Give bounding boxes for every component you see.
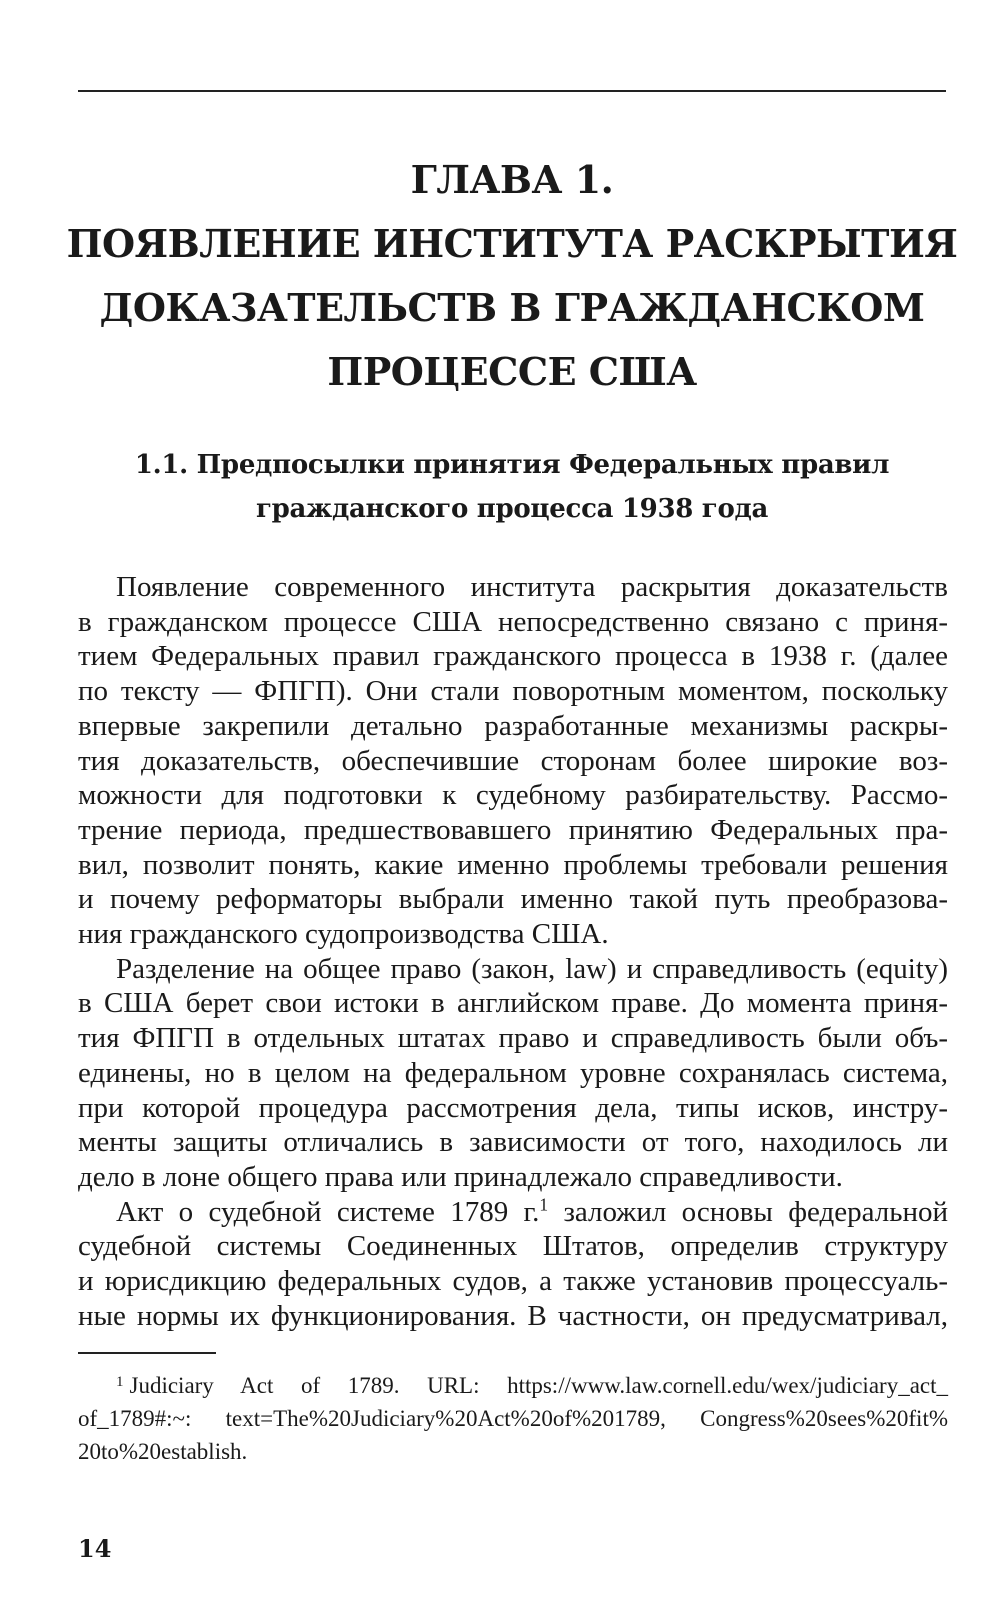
- footnote-mark: 1: [116, 1374, 124, 1390]
- text-line: единены, но в целом на федеральном уровне сохранялась система,: [78, 1056, 948, 1089]
- footnote-line: of_1789#:~: text=The%20Judiciary%20Act%20of%201789, Congress%20sees%20fit%: [78, 1406, 948, 1431]
- text-fragment: заложил основы федеральной: [548, 1195, 949, 1228]
- text-line: [78, 1195, 948, 1230]
- section-title-line: 1.1. Предпосылки принятия Федеральных правил: [134, 450, 890, 480]
- text-line: в гражданском процессе США непосредственно связано с приня-: [78, 605, 948, 638]
- chapter-title-line: ПРОЦЕССЕ США: [327, 349, 697, 394]
- text-line: можности для подготовки к судебному разбирательству. Рассмо-: [78, 779, 948, 812]
- text-line: и юрисдикцию федеральных судов, а также установив процессуаль-: [78, 1265, 948, 1298]
- text-line: Разделение на общее право (закон, law) и справедливость (equity): [116, 952, 948, 985]
- text-fragment: Акт о судебной системе 1789 г.: [116, 1195, 540, 1228]
- text-line: впервые закрепили детально разработанные механизмы раскры-: [78, 709, 948, 742]
- text-line: ные нормы их функционирования. В частности, он предусматривал,: [78, 1299, 948, 1332]
- text-line: в США берет свои истоки в английском праве. До момента приня-: [78, 987, 948, 1020]
- text-line: судебной системы Соединенных Штатов, определив структуру: [78, 1230, 948, 1263]
- chapter-title-line: ДОКАЗАТЕЛЬСТВ В ГРАЖДАНСКОМ: [99, 285, 925, 330]
- text-line: тия ФПГП в отдельных штатах право и справедливость были объ-: [78, 1022, 948, 1055]
- text-line: менты защиты отличались в зависимости от того, находилось ли: [78, 1126, 948, 1159]
- body-text: [78, 570, 948, 1333]
- footnote-line: [78, 1366, 948, 1402]
- text-line: по тексту — ФПГП). Они стали поворотным моментом, поскольку: [78, 675, 948, 708]
- text-line: дело в лоне общего права или принадлежало справедливости.: [78, 1160, 843, 1193]
- text-line: тием Федеральных правил гражданского процесса в 1938 г. (далее: [78, 640, 948, 673]
- footnote-rule: [78, 1352, 216, 1354]
- footnote-url-part: Judiciary Act of 1789. URL: https://www.law.cornell.edu/wex/judiciary_act_: [129, 1373, 948, 1398]
- footnote: [78, 1366, 948, 1468]
- text-line: вил, позволит понять, какие именно проблемы требовали решения: [78, 848, 948, 881]
- text-line: тия доказательств, обеспечившие сторонам более широкие воз-: [78, 744, 948, 777]
- chapter-title-line: ГЛАВА 1.: [410, 157, 614, 202]
- text-line: и почему реформаторы выбрали именно такой путь преобразова-: [78, 883, 948, 916]
- footnote-line: 20to%20establish.: [78, 1439, 248, 1464]
- section-title: [60, 443, 964, 531]
- text-line: при которой процедура рассмотрения дела, типы исков, инстру-: [78, 1091, 948, 1124]
- header-rule: [78, 90, 946, 92]
- section-title-line: гражданского процесса 1938 года: [255, 494, 769, 524]
- text-line: ния гражданского судопроизводства США.: [78, 918, 609, 951]
- footnote-reference[interactable]: 1: [539, 1194, 549, 1214]
- text-line: трение периода, предшествовавшего принятию Федеральных пра-: [78, 813, 948, 846]
- text-line: Появление современного института раскрытия доказательств: [116, 571, 948, 603]
- chapter-title-line: ПОЯВЛЕНИЕ ИНСТИТУТА РАСКРЫТИЯ: [66, 221, 958, 266]
- chapter-title: [60, 148, 964, 404]
- page-number: 14: [78, 1534, 112, 1563]
